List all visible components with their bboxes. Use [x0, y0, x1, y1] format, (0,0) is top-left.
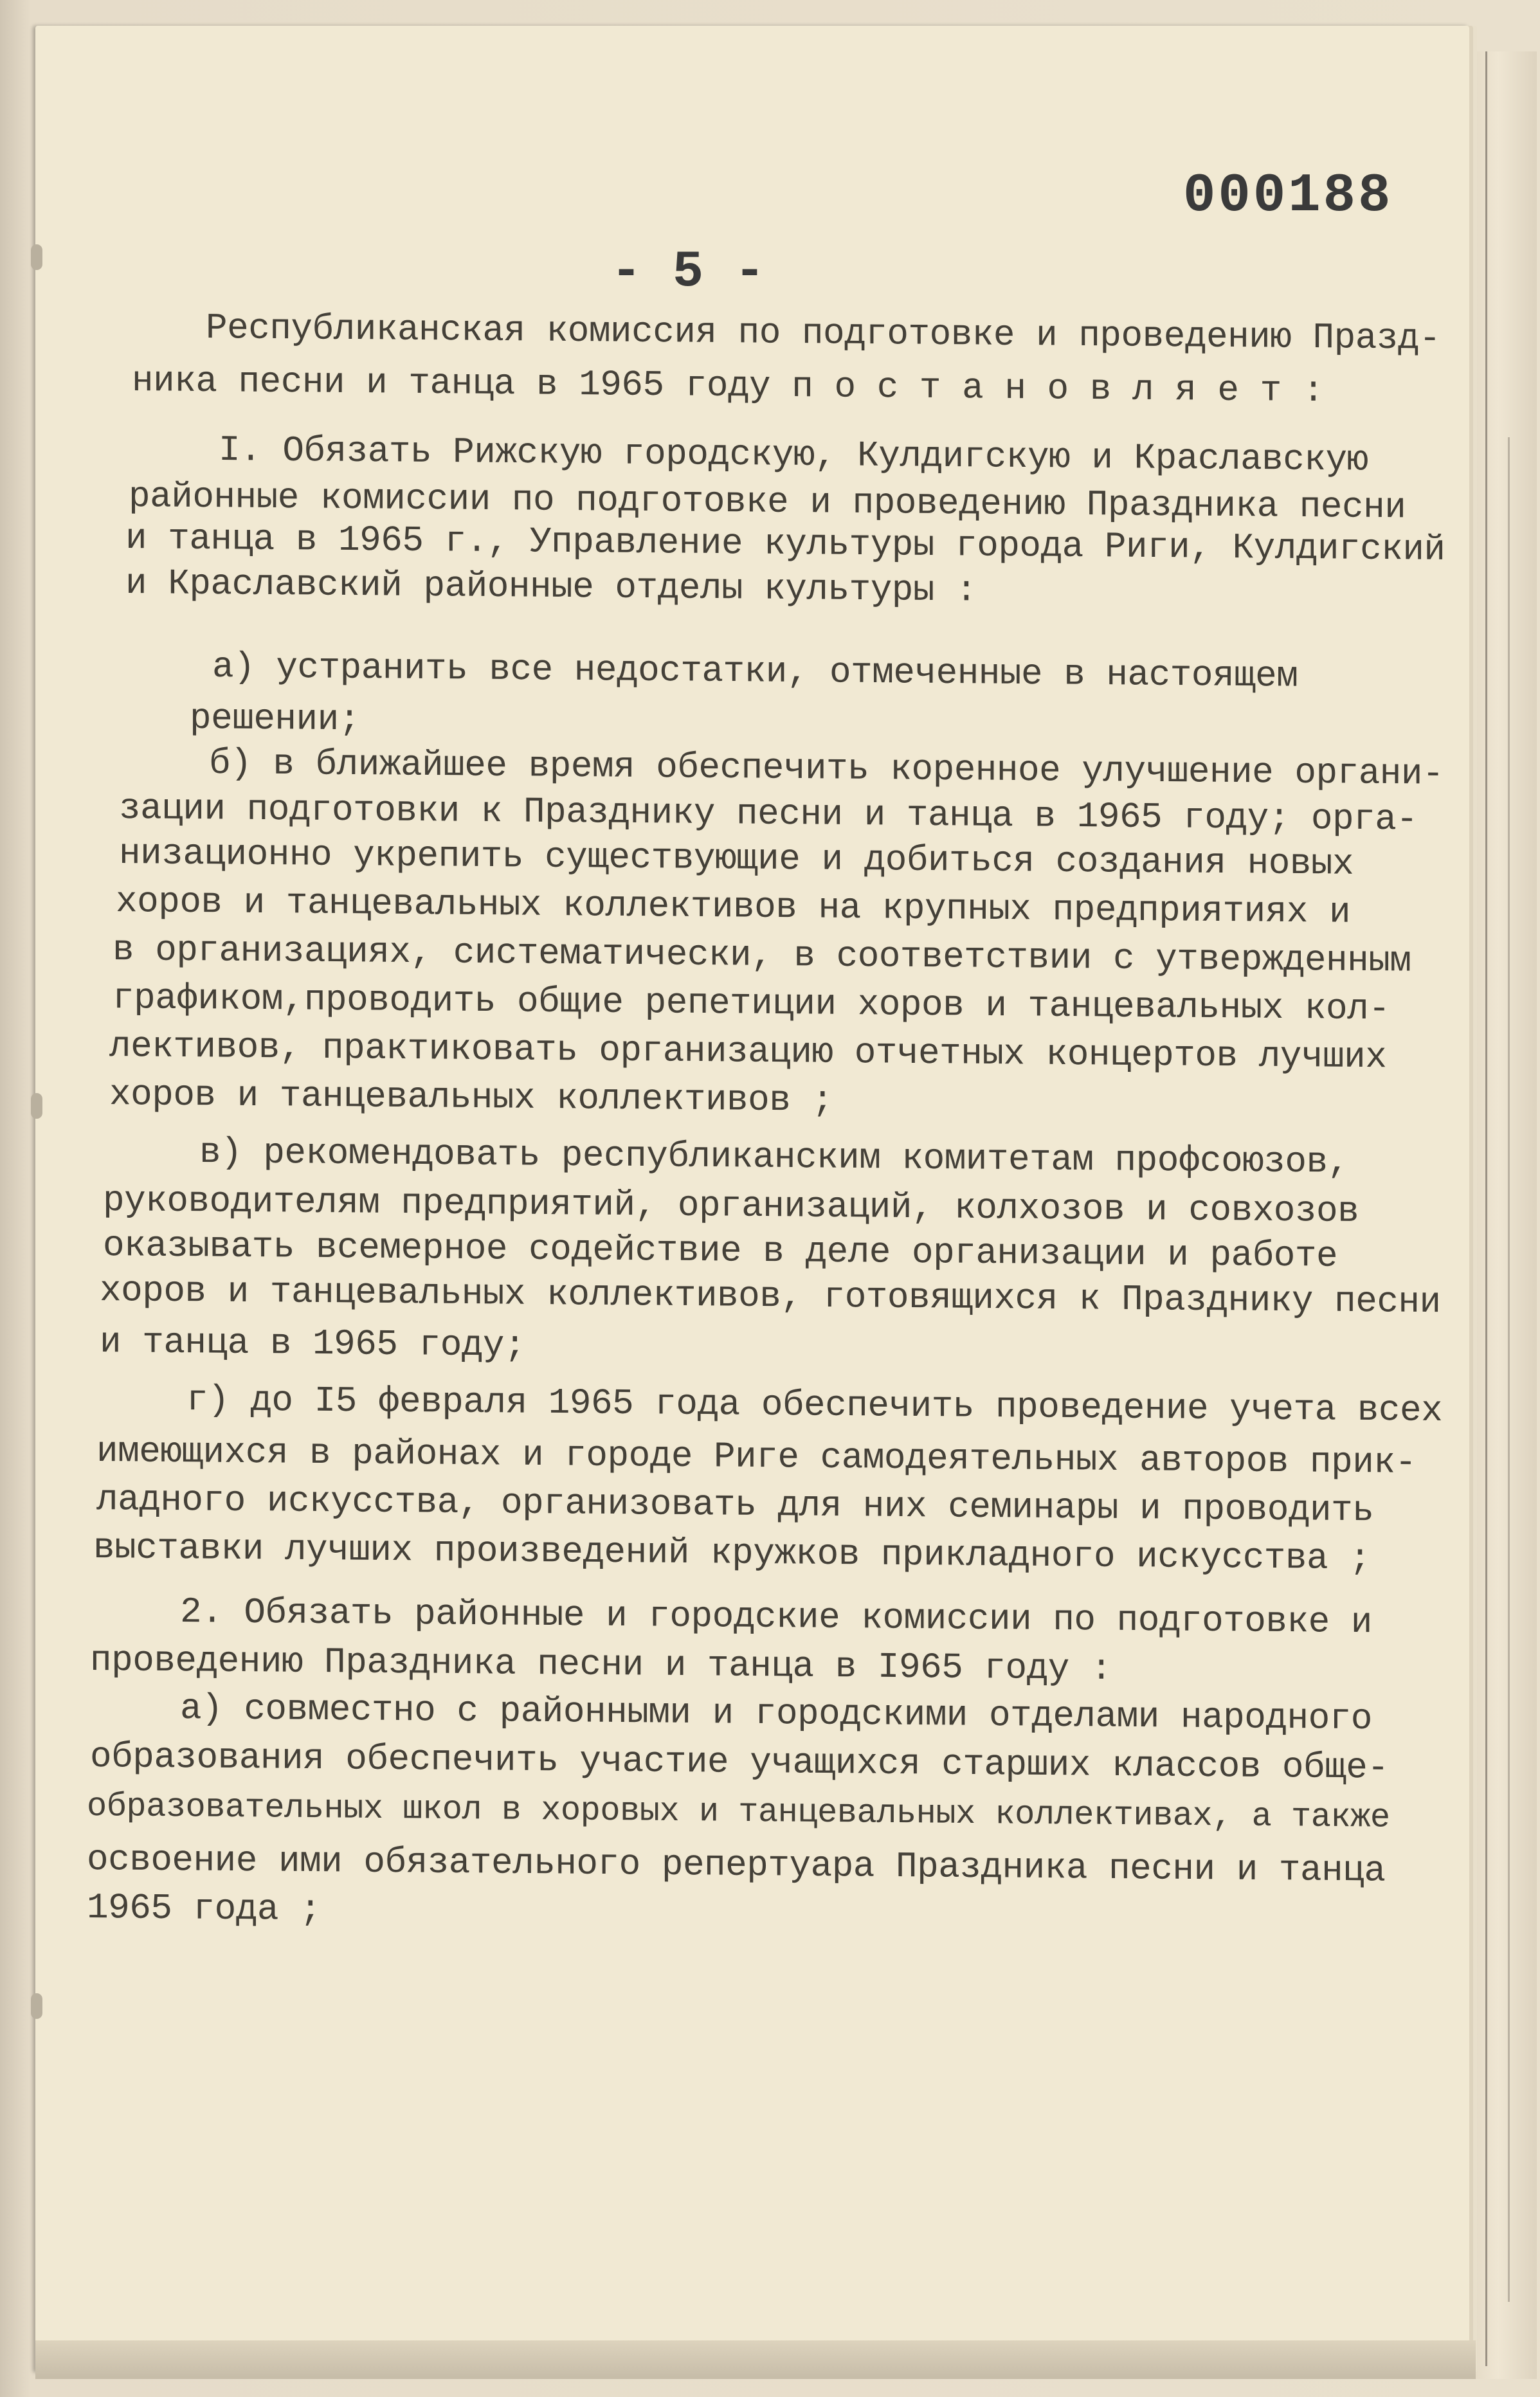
text-line: 2. Обязать районные и городские комиссии по подготовке и: [180, 1591, 1372, 1643]
text-line: б) в ближайшее время обеспечить коренное улучшение органи-: [209, 743, 1444, 795]
page-number: - 5 -: [611, 243, 766, 302]
text-line: хоров и танцевальных коллективов ;: [109, 1074, 833, 1121]
text-line: низационно укрепить существующие и добиться создания новых: [119, 833, 1354, 885]
text-line: и Краславский районные отделы культуры :: [125, 563, 977, 611]
text-line: в организациях, систематически, в соответствии с утвержденным: [113, 929, 1411, 982]
binding-hole: [31, 1993, 42, 2019]
archive-number: 000188: [1183, 166, 1393, 227]
page-bottom-edge: [35, 2340, 1476, 2379]
text-line: ника песни и танца в 1965 году п о с т а н о в л я е т :: [132, 360, 1324, 412]
text-line: выставки лучших произведений кружков прикладного искусства ;: [93, 1527, 1371, 1580]
stacked-pages-edge: [1472, 51, 1537, 2379]
text-line: хоров и танцевальных коллективов, готовящихся к Празднику песни: [100, 1270, 1441, 1323]
text-line: образования обеспечить участие учащихся старших классов обще-: [90, 1736, 1389, 1789]
text-line: хоров и танцевальных коллективов на крупных предприятиях и: [116, 881, 1351, 933]
page-edge-line: [1485, 51, 1487, 2366]
binding-hole: [31, 244, 42, 270]
text-line: и танца в 1965 году;: [100, 1321, 526, 1366]
text-line: а) устранить все недостатки, отмеченные в настоящем: [212, 646, 1298, 697]
text-line: Республиканская комиссия по подготовке и проведению Празд-: [206, 307, 1441, 359]
text-line: графиком,проводить общие репетиции хоров и танцевальных кол-: [113, 977, 1390, 1030]
text-line: освоение ими обязательного репертуара Праздника песни и танца: [87, 1839, 1386, 1892]
text-line: решении;: [190, 698, 360, 741]
text-line: имеющихся в районах и городе Риге самодеятельных авторов прик-: [96, 1431, 1417, 1483]
text-line: образовательных школ в хоровых и танцевальных коллективах, а также: [87, 1787, 1390, 1837]
text-line: оказывать всемерное содействие в деле организации и работе: [103, 1225, 1338, 1277]
text-line: ладного искусства, организовать для них семинары и проводить: [96, 1479, 1374, 1532]
text-line: и танца в 1965 г., Управление культуры города Риги, Кулдигский: [125, 518, 1445, 570]
text-line: проведению Праздника песни и танца в I965 году :: [90, 1640, 1112, 1690]
text-line: г) до I5 февраля 1965 года обеспечить проведение учета всех: [186, 1379, 1443, 1432]
text-line: зации подготовки к Празднику песни и танца в 1965 году; орга-: [119, 788, 1418, 840]
text-line: 1965 года ;: [87, 1887, 322, 1931]
text-line: I. Обязать Рижскую городскую, Кулдигскую и Краславскую: [219, 430, 1368, 481]
text-line: в) рекомендовать республиканским комитетам профсоюзов,: [199, 1132, 1349, 1183]
binding-hole: [31, 1093, 42, 1119]
page-edge-line: [1508, 437, 1510, 2302]
text-line: районные комиссии по подготовке и проведению Праздника песни: [129, 476, 1406, 529]
text-line: лективов, практиковать организацию отчетных концертов лучших: [109, 1026, 1387, 1078]
text-line: а) совместно с районными и городскими отделами народного: [180, 1688, 1372, 1740]
text-line: руководителям предприятий, организаций, колхозов и совхозов: [103, 1180, 1359, 1233]
